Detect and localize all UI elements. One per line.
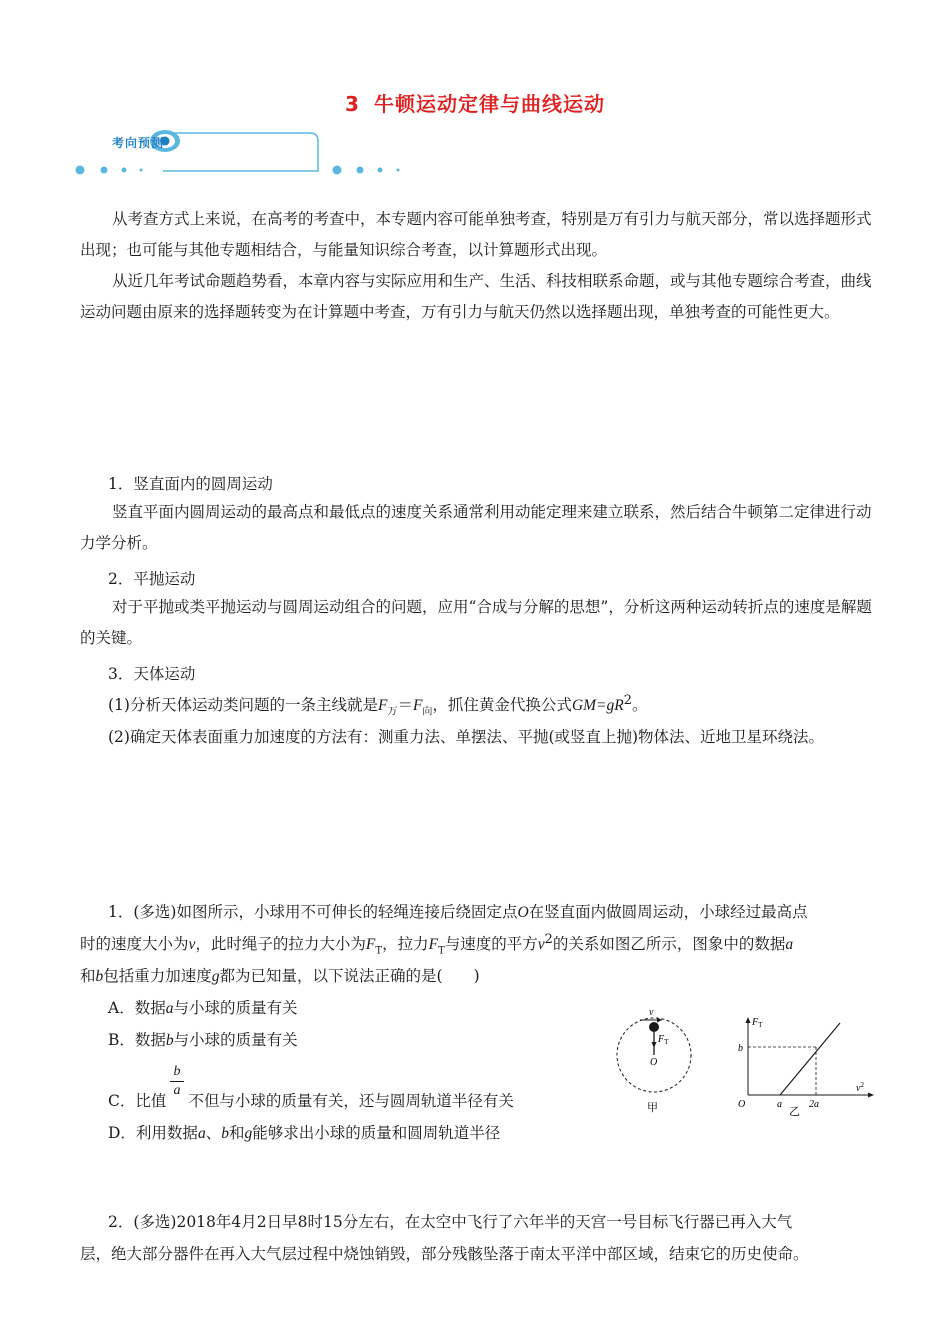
knowledge-item-2: (2)确定天体表面重力加速度的方法有：测重力法、单摆法、平抛(或竖直上抛)物体法、近地卫星环绕法。 [108,728,825,746]
intro-paragraph-2: 从近几年考试命题趋势看，本章内容与实际应用和生产、生活、科技相联系命题，或与其他专题综合考查，曲线运动问题由原来的选择题转变为在计算题中考查，万有引力与航天仍然以选择题出现，单独考查的可能性更大。 [80,272,872,321]
graph-line [780,1023,840,1095]
item1-sup: 2 [623,693,632,708]
dot-decor [76,166,85,175]
q2-line-2: 层，绝大部分器件在再入大气层过程中烧蚀销毁，部分残骸坠落于南太平洋中部区域，结束它的历史使命。 [80,1245,809,1263]
item1-F: F [377,697,388,715]
fraction-b-over-a: b a [168,1063,186,1100]
q1-option-b[interactable]: B．数据b与小球的质量有关 [108,1031,298,1049]
dot-decor [357,167,364,174]
knowledge-heading-2: 2．平抛运动 [108,570,196,588]
item1-sub2: 向 [422,706,433,718]
q2-line-1: 2．(多选)2018年4月2日早8时15分左右，在太空中飞行了六年半的天宫一号目标飞行器已再入大气 [108,1213,793,1231]
right-O-label: O [738,1099,746,1110]
right-v2-label: $v^2$ [856,1081,864,1094]
banner-frame [163,133,318,171]
y-axis-arrow [746,1017,751,1023]
dot-decor [397,169,400,172]
banner-label: 考向预测 [112,136,165,150]
dot-decor [333,166,342,175]
tension-arrowhead [652,1042,657,1048]
q1-line-2: 时的速度大小为v，此时绳子的拉力大小为$F_T$，拉力$F_T$与速度的平方$v^2$的关系如图乙所示，图象中的数据a [80,932,794,957]
q1-option-d[interactable]: D．利用数据a、b和g能够求出小球的质量和圆周轨道半径 [108,1124,501,1142]
q1-option-a[interactable]: A．数据a与小球的质量有关 [108,999,298,1017]
x-axis-arrow [868,1093,874,1098]
item1-sub1: 万 [387,706,398,718]
dot-decor [101,167,108,174]
knowledge-paragraph-2: 对于平抛或类平抛运动与圆周运动组合的问题，应用“合成与分解的思想”，分析这两种运动转折点的速度是解题的关键。 [80,598,872,647]
knowledge-paragraph-1: 竖直平面内圆周运动的最高点和最低点的速度关系通常利用动能定理来建立联系，然后结合牛顿第二定律进行动力学分析。 [80,503,872,552]
knowledge-heading-1: 1．竖直面内的圆周运动 [108,475,273,493]
dot-decor [140,169,143,172]
title-text: 牛顿运动定律与曲线运动 [373,92,605,116]
left-O-label: O [650,1057,658,1068]
q1-figure [600,1007,880,1125]
left-F-label: $F_T$ [658,1034,669,1046]
item1-eq: ＝ [397,696,413,715]
item1-prefix: (1)分析天体运动类问题的一条主线就是 [108,696,378,715]
right-caption: 乙 [789,1105,800,1118]
left-v-label: v [649,1007,654,1018]
item1-F2: F [412,697,423,715]
item1-end: 。 [631,696,648,715]
q1-line-3: 和b包括重力加速度g都为已知量，以下说法正确的是( ) [80,967,480,985]
knowledge-heading-3: 3．天体运动 [108,665,196,683]
dot-decor [122,168,127,173]
right-b-label: b [738,1043,743,1054]
dot-decor [378,168,383,173]
item1-mid: ，抓住黄金代换公式 [432,696,572,715]
page-title [0,88,950,117]
knowledge-item-1 [108,693,647,717]
right-F-label: $F_T$ [752,1017,763,1029]
intro-paragraph-1: 从考查方式上来说，在高考的考查中，本专题内容可能单独考查，特别是万有引力与航天部分，常以选择题形式出现；也可能与其他专题相结合，与能量知识综合考查，以计算题形式出现。 [80,210,872,259]
left-caption: 甲 [647,1101,658,1114]
q1-line-1: 1．(多选)如图所示，小球用不可伸长的轻绳连接后绕固定点O在竖直面内做圆周运动，小球经过最高点 [108,903,808,921]
right-a-label: a [777,1099,782,1110]
title-number: 3 [345,92,360,116]
velocity-arrowhead [657,1018,662,1023]
right-2a-label: 2a [809,1099,819,1110]
q1-option-c[interactable]: C．比值 不但与小球的质量有关，还与圆周轨道半径有关 [108,1092,514,1110]
item1-formula: GM=gR [571,697,624,715]
